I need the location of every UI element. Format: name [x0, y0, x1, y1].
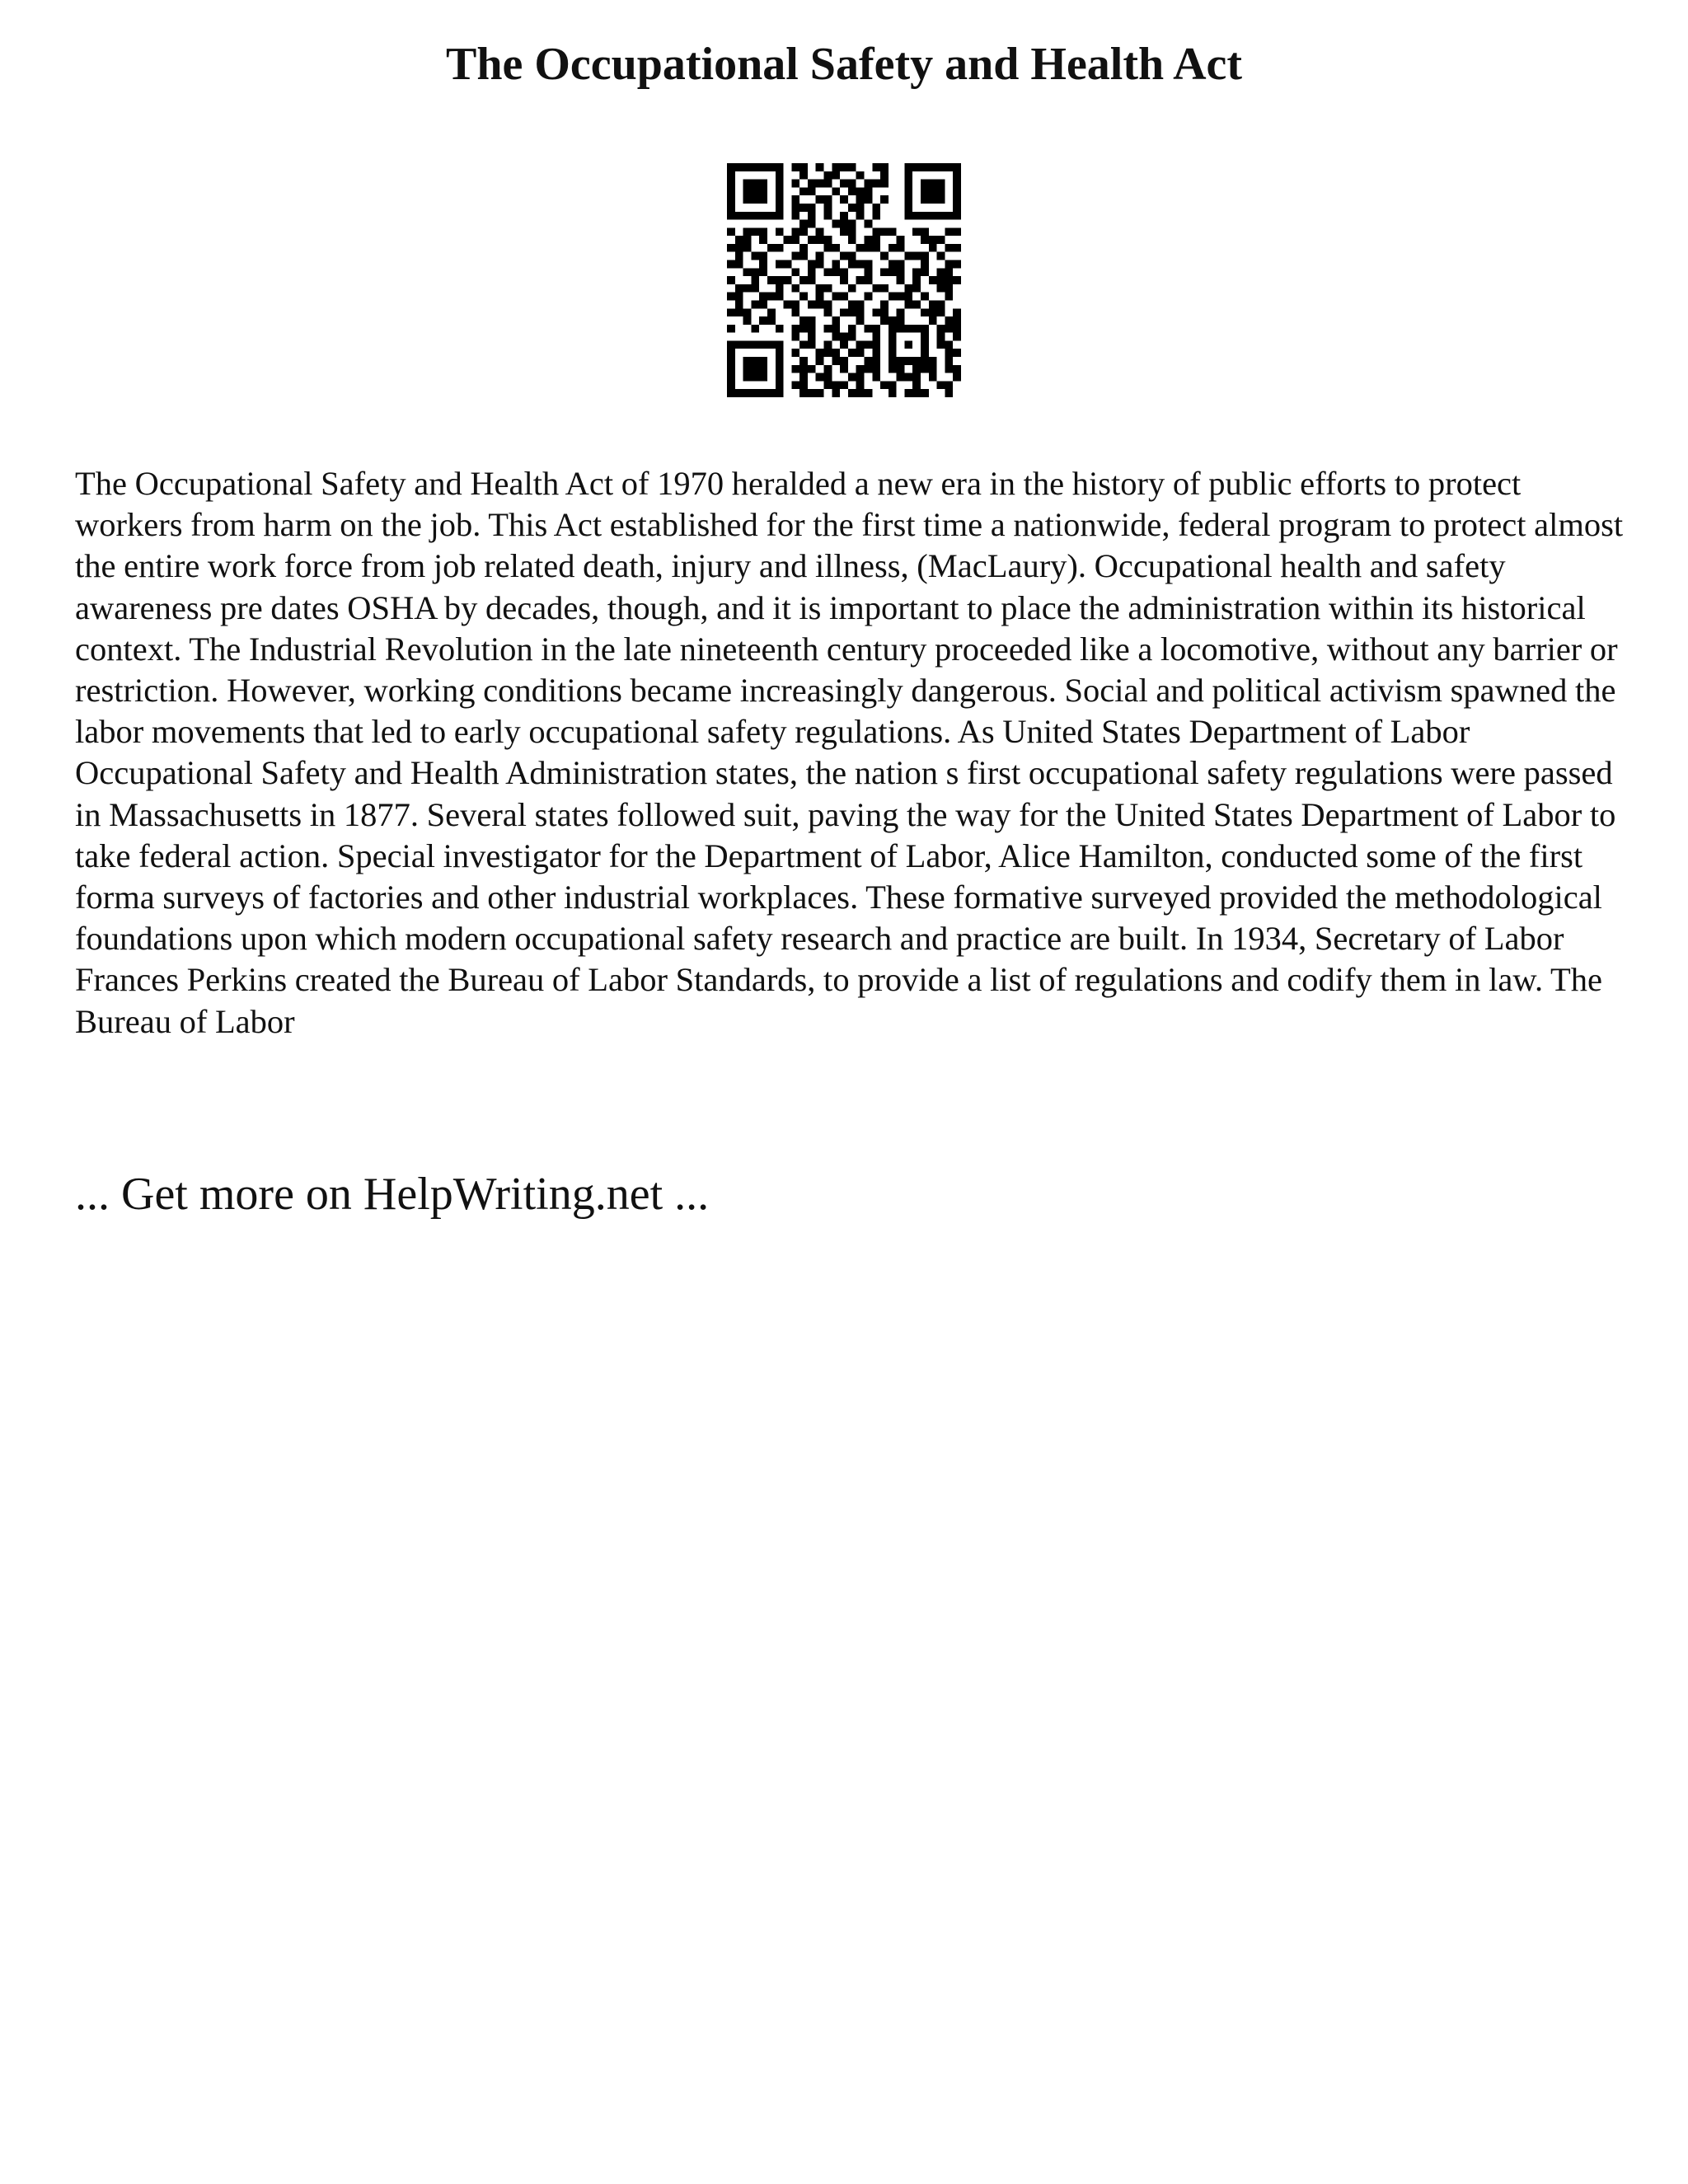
qr-code-icon [727, 163, 961, 397]
document-body: The Occupational Safety and Health Act of 1970 heralded a new era in the history of public efforts to protect workers from harm on the job. This Act established for the first time a nationwide, federal program to protect almost the entire work force from job related death, injury and illness, (MacLaury). Occupational health and safety awareness pre dates OSHA by decades, though, and it is important to place the administration within its historical context. The Industrial Revolution in the late nineteenth century proceeded like a locomotive, without any barrier or restriction. However, working conditions became increasingly dangerous. Social and political activism spawned the labor movements that led to early occupational safety regulations. As United States Department of Labor Occupational Safety and Health Administration states, the nation s first occupational safety regulations were passed in Massachusetts in 1877. Several states followed suit, paving the way for the United States Department of Labor to take federal action. Special investigator for the Department of Labor, Alice Hamilton, conducted some of the first forma surveys of factories and other industrial workplaces. These formative surveyed provided the methodological foundations upon which modern occupational safety research and practice are built. In 1934, Secretary of Labor Frances Perkins created the Bureau of Labor Standards, to provide a list of regulations and codify them in law. The Bureau of Labor [75, 465, 1624, 1040]
get-more-link[interactable]: ... Get more on HelpWriting.net ... [75, 1169, 710, 1220]
document-title: The Occupational Safety and Health Act [445, 39, 1243, 90]
